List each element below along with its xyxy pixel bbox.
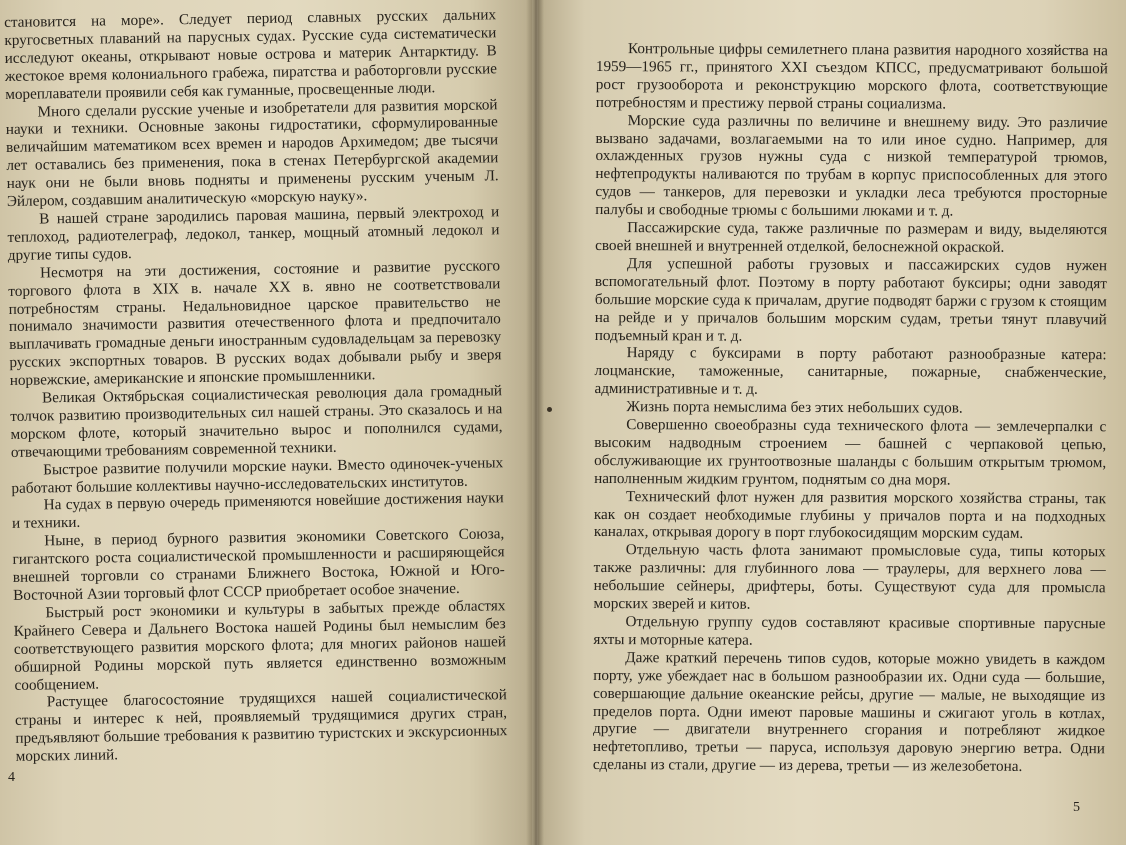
left-page-text (4, 6, 508, 766)
paragraph: Много сделали русские ученые и изобретатели для развития морской науки и техники. Основные законы гидростатики, сформулированные величайшим математиком всех времен и народов Архимедом; две тысячи лет оставались без применения, пока в стенах Петербургской академии наук они не были вновь подняты и применены русским ученым Л. Эйлером, создавшим аналитическую «морскую науку». (5, 95, 499, 211)
paragraph: Жизнь порта немыслима без этих небольших судов. (626, 398, 963, 417)
paragraph: становится на море». Следует период славных русских дальних кругосветных плаваний на парусных судах. Русские суда систематически исследуют океаны, открывают новые острова и материк Антарктиду. В жестокое время колониального грабежа, пиратства и работорговли русские мореплаватели проявили себя как гуманные, просвещенные люди. (4, 6, 498, 103)
paragraph: Пассажирские суда, также различные по размерам и виду, выделяются своей внешней и внутренней отделкой, белоснежной окраской. (595, 219, 1108, 256)
paragraph: Ныне, в период бурного развития экономики Советского Союза, гигантского роста социалистической промышленности и расширяющейся внешней торговли со странами Ближнего Востока, Южной и Юго-Восточной Азии торговый флот СССР приобретает особое значение. (12, 525, 505, 604)
right-page-text (593, 40, 1108, 776)
paragraph: Контрольные цифры семилетнего плана развития народного хозяйства на 1959—1965 гг., принятого XXI съездом КПСС, предусматривают большой рост грузооборота и реконструкцию морского флота, соответствующие потребностям и престижу первой страны социализма. (595, 40, 1108, 113)
paragraph: Совершенно своеобразны суда технического флота — землечерпалки с высоким надводным строением — башней с черпаковой цепью, обслуживающие их грунтоотвозные шаланды с большим открытым трюмом, наполненным жидким грунтом, поднятым со дна моря. (594, 416, 1107, 489)
paragraph: Быстрое развитие получили морские науки. Вместо одиночек-ученых работают большие коллективы научно-исследовательских институтов. (11, 453, 504, 497)
ink-spot (547, 407, 552, 412)
paragraph: Отдельную группу судов составляют красивые спортивные парусные яхты и моторные катера. (593, 613, 1106, 649)
book-gutter (526, 0, 544, 845)
paragraph: Великая Октябрьская социалистическая революция дала громадный толчок развитию производительных сил нашей страны. Это сказалось и на морском флоте, который значительно вырос и пополнился судами, отвечающими требованиям современной техники. (10, 382, 503, 461)
paragraph: Отдельную часть флота занимают промысловые суда, типы которых также различны: для глубинного лова — траулеры, для верхнего лова — небольшие сейнеры, дрифтеры, боты. Существуют суда для промысла морских зверей и китов. (593, 541, 1106, 613)
left-page (0, 0, 532, 845)
page-number-left: 4 (8, 770, 15, 785)
right-page (538, 0, 1126, 845)
page-number-right: 5 (1073, 800, 1080, 815)
paragraph: Быстрый рост экономики и культуры в забытых прежде областях Крайнего Севера и Дальнего Востока нашей Родины был немыслим без соответствующего развития морского флота; для многих районов нашей обширной Родины морской путь является единственно возможным сообщением. (13, 597, 507, 694)
paragraph: На судах в первую очередь применяются новейшие достижения науки и техники. (11, 489, 504, 533)
paragraph: Морские суда различны по величине и внешнему виду. Это различие вызвано задачами, возлагаемыми на то или иное судно. Например, для охлажденных грузов нужны суда с низкой температурой трюмов, нефтепродукты наливаются по трубам в корпус приспособленных для этого судов — танкеров, для перевозки и укладки леса требуются просторные палубы и свободные трюмы с большими люками и т. д. (595, 111, 1108, 220)
paragraph: Растущее благосостояние трудящихся нашей социалистической страны и интерес к ней, проявляемый трудящимися других стран, предъявляют большие требования к развитию туристских и экскурсионных морских линий. (14, 686, 508, 766)
paragraph: Для успешной работы грузовых и пассажирских судов нужен вспомогательный флот. Поэтому в порту работают буксиры; одни заводят большие морские суда к причалам, другие подводят баржи с грузом к стоящим на рейде и у причалов большим морским судам, третьи тянут плавучий подъемный кран и т. д. (594, 255, 1108, 345)
paragraph: Технический флот нужен для развития морского хозяйства страны, так как он создает необходимые глубины у причалов порта и на подходных каналах, открывая дорогу в порт глубокосидящим морским судам. (593, 487, 1107, 543)
paragraph: В нашей стране зародились паровая машина, первый электроход и теплоход, радиотелеграф, ледокол, танкер, мощный атомный ледокол и другие типы судов. (7, 203, 500, 264)
paragraph: Наряду с буксирами в порту работают разнообразные катера: лоцманские, таможенные, санитарные, пожарные, снабженческие, административные и т. д. (594, 344, 1107, 398)
paragraph: Даже краткий перечень типов судов, которые можно увидеть в каждом порту, уже убеждает нас в большом разнообразии их. Одни суда — большие, совершающие дальние океанские рейсы, другие — малые, не выходящие из пределов порта. Одни имеют паровые машины и сжигают уголь в котлах, другие — двигатели внутреннего сгорания и потребляют жидкое нефтетопливо, третьи — паруса, используя даровую энергию ветра. Одни сделаны из стали, другие — из дерева, третьи — из железобетона. (592, 648, 1106, 776)
paragraph: Несмотря на эти достижения, состояние и развитие русского торгового флота в XIX в. начале XX в. явно не соответствовали потребностям страны. Недальновидное царское правительство не понимало значимости развития отечественного флота и предпочитало выплачивать громадные деньги иностранным судовладельцам за перевозку русских экспортных товаров. В русских водах добывали рыбу и зверя норвежские, американские и японские промышленники. (8, 256, 502, 390)
